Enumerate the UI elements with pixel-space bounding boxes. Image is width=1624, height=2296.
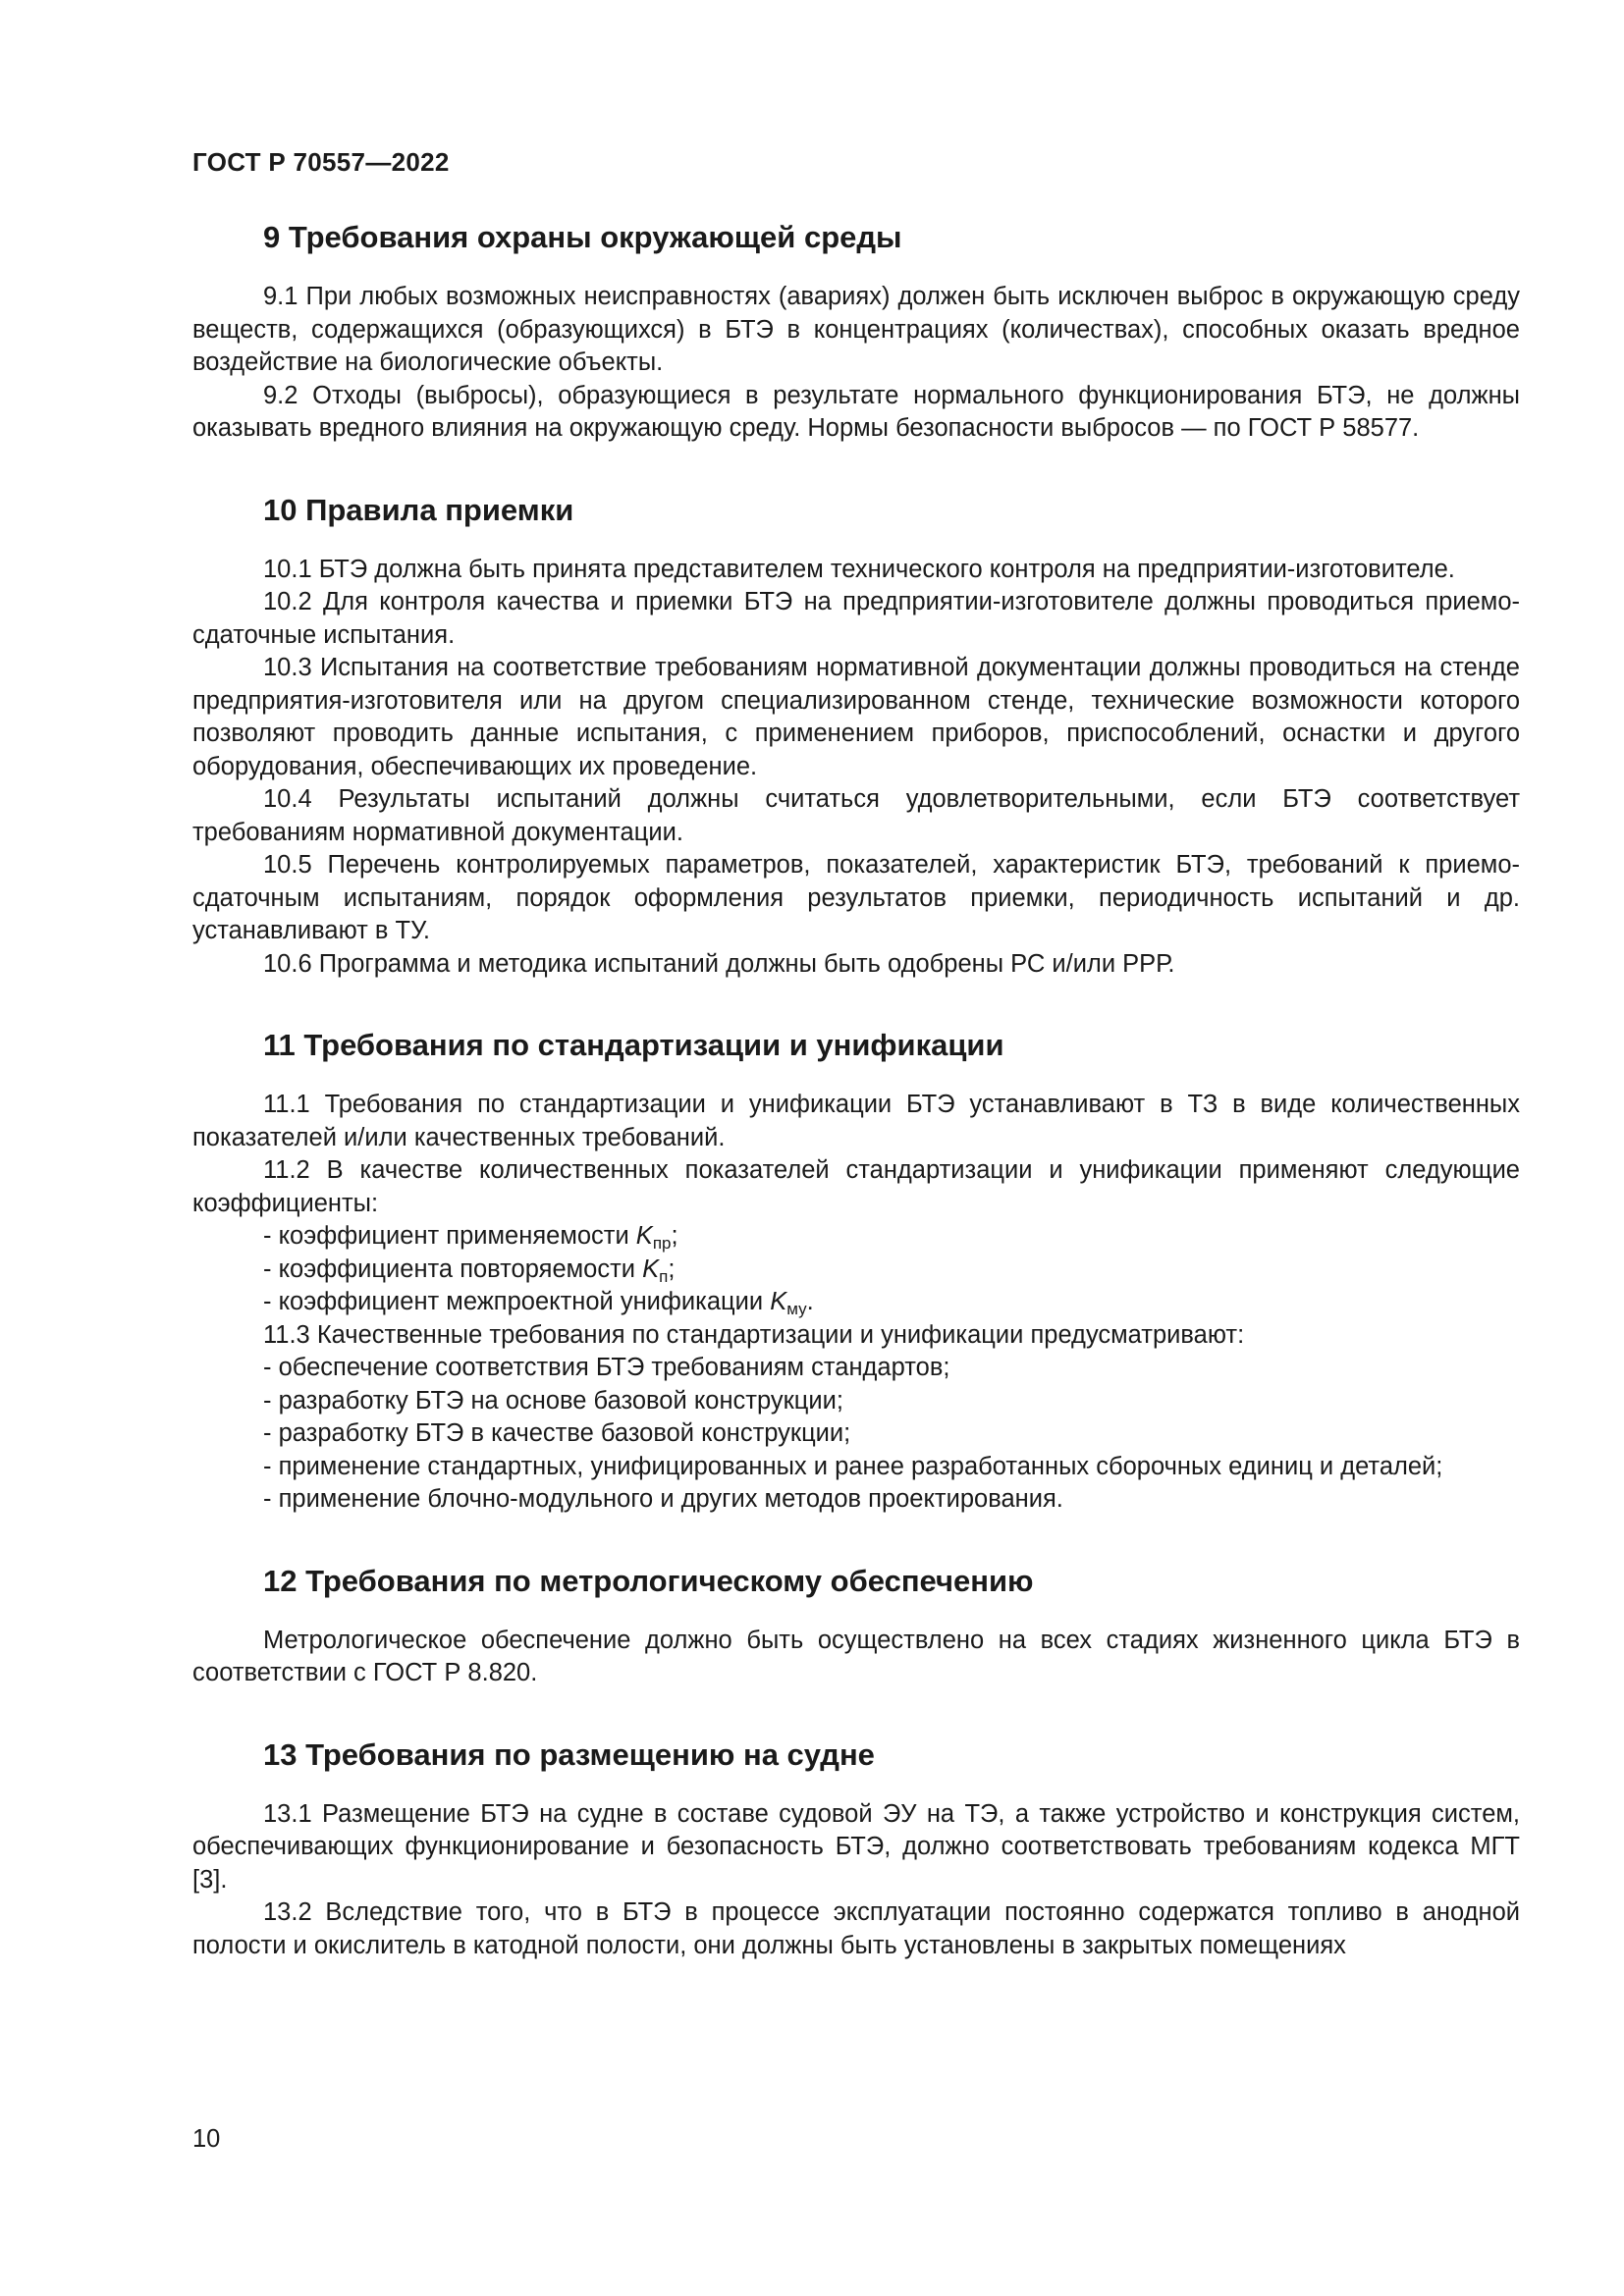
- coefficient-item: - коэффициент межпроектной унификации $K_{му}$.: [263, 1288, 814, 1318]
- section-9: [192, 218, 1520, 446]
- coefficient-symbol: K: [770, 1288, 787, 1315]
- section-12: [192, 1562, 1520, 1690]
- paragraph: 10.4 Результаты испытаний должны считаться удовлетворительными, если БТЭ соответствует требованиям нормативной документации.: [192, 785, 1520, 846]
- document-code: ГОСТ Р 70557—2022: [192, 147, 450, 177]
- page-number: 10: [192, 2125, 221, 2153]
- page-content: [192, 218, 1520, 2007]
- paragraph: Метрологическое обеспечение должно быть осуществлено на всех стадиях жизненного цикла БТЭ в соответствии с ГОСТ Р 8.820.: [192, 1626, 1520, 1686]
- paragraph: 10.2 Для контроля качества и приемки БТЭ на предприятии-изготовителе должны проводиться приемо-сдаточные испытания.: [192, 588, 1520, 649]
- coefficient-subscript: пр: [652, 1234, 672, 1253]
- paragraph: 13.2 Вследствие того, что в БТЭ в процессе эксплуатации постоянно содержатся топливо в анодной полости и окислитель в катодной полости, они должны быть установлены в закрытых помещениях: [192, 1898, 1520, 1959]
- section-10: [192, 491, 1520, 982]
- section-title: 13 Требования по размещению на судне: [263, 1736, 875, 1772]
- list-item: - применение стандартных, унифицированных и ранее разработанных сборочных единиц и деталей;: [263, 1452, 1443, 1480]
- section-title: 9 Требования охраны окружающей среды: [263, 220, 902, 254]
- paragraph: 11.1 Требования по стандартизации и унификации БТЭ устанавливают в ТЗ в виде количественных показателей и/или качественных требований.: [192, 1091, 1520, 1151]
- paragraph: 11.2 В качестве количественных показателей стандартизации и унификации применяют следующие коэффициенты:: [192, 1156, 1520, 1217]
- paragraph: 10.3 Испытания на соответствие требованиям нормативной документации должны проводиться на стенде предприятия-изготовителя или на другом специализированном стенде, технические возможности которого позволяют проводить данные испытания, с применением приборов, приспособлений, оснастки и другого оборудования, обеспечивающих их проведение.: [192, 654, 1520, 780]
- paragraph: 13.1 Размещение БТЭ на судне в составе судовой ЭУ на ТЭ, а также устройство и конструкция систем, обеспечивающих функционирование и безопасность БТЭ, должно соответствовать требованиям кодекса МГТ [3].: [192, 1799, 1520, 1894]
- list-item: - обеспечение соответствия БТЭ требованиям стандартов;: [263, 1354, 950, 1381]
- section-13: [192, 1735, 1520, 1963]
- list-item: - разработку БТЭ в качестве базовой конструкции;: [263, 1419, 851, 1447]
- section-11: [192, 1026, 1520, 1517]
- section-title: 11 Требования по стандартизации и унификации: [263, 1028, 1004, 1062]
- section-title: 10 Правила приемки: [263, 492, 574, 527]
- coefficient-subscript: п: [659, 1266, 669, 1286]
- paragraph: 9.2 Отходы (выбросы), образующиеся в результате нормального функционирования БТЭ, не должны оказывать вредного влияния на окружающую среду. Нормы безопасности выбросов — по ГОСТ Р 58577.: [192, 381, 1520, 442]
- list-item: - применение блочно-модульного и других методов проектирования.: [263, 1485, 1063, 1513]
- paragraph: 10.5 Перечень контролируемых параметров, показателей, характеристик БТЭ, требований к приемо-сдаточным испытаниям, порядок оформления результатов приемки, периодичность испытаний и др. устанавливают в ТУ.: [192, 851, 1520, 944]
- coefficient-symbol: K: [642, 1255, 660, 1283]
- coefficient-item: - коэффициента повторяемости $K_п$;: [263, 1255, 676, 1286]
- section-title: 12 Требования по метрологическому обеспечению: [263, 1563, 1034, 1598]
- coefficient-subscript: му: [786, 1300, 807, 1318]
- list-item: - разработку БТЭ на основе базовой конструкции;: [263, 1386, 843, 1415]
- paragraph: 10.1 БТЭ должна быть принята представителем технического контроля на предприятии-изготовителе.: [263, 555, 1455, 583]
- coefficient-symbol: K: [635, 1222, 653, 1250]
- coefficient-item: - коэффициент применяемости $K_{пр}$;: [263, 1222, 678, 1253]
- paragraph: 9.1 При любых возможных неисправностях (авариях) должен быть исключен выброс в окружающую среду веществ, содержащихся (образующихся) в БТЭ в концентрациях (количествах), способных оказать вредное воздействие на биологические объекты.: [192, 283, 1520, 376]
- paragraph: 11.3 Качественные требования по стандартизации и унификации предусматривают:: [263, 1320, 1245, 1349]
- paragraph: 10.6 Программа и методика испытаний должны быть одобрены РС и/или РРР.: [263, 949, 1175, 978]
